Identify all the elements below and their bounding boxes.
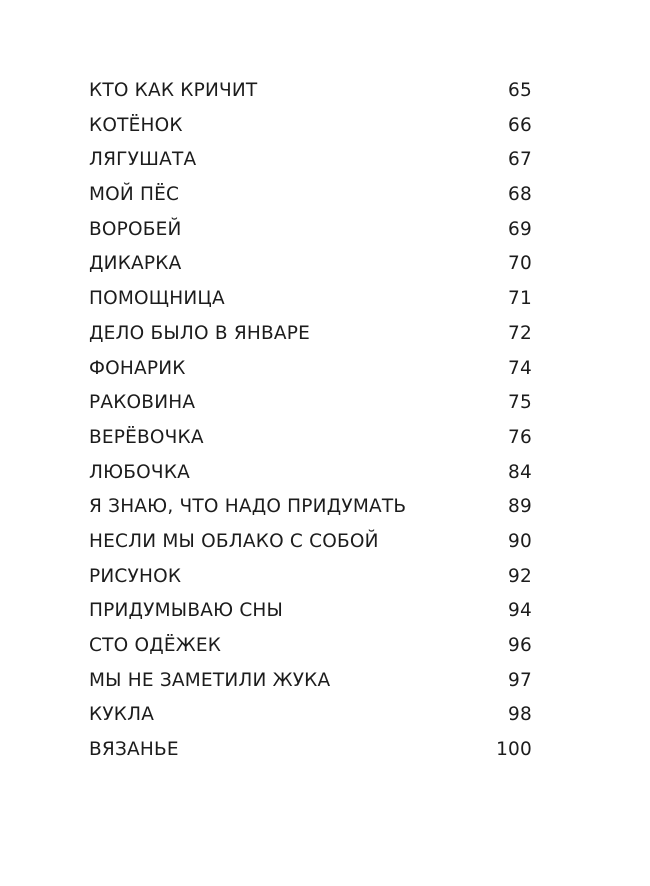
toc-entry-title: ВЯЗАНЬЕ [89,739,179,761]
toc-entry-title: ПРИДУМЫВАЮ СНЫ [89,600,284,622]
toc-entry-title: КУКЛА [89,704,155,726]
dot-leader [289,615,505,616]
dot-leader [192,373,505,374]
toc-entry-title: РИСУНОК [89,565,182,587]
toc-entry-page: 65 [508,80,532,101]
toc-entry[interactable] [89,323,532,358]
toc-entry[interactable] [89,392,532,427]
toc-entry[interactable] [89,704,532,739]
table-of-contents [89,80,532,774]
toc-entry-page: 97 [508,669,532,691]
toc-entry-title: Я ЗНАЮ, ЧТО НАДО ПРИДУМАТЬ [89,496,407,518]
dot-leader [160,719,505,720]
toc-entry-page: 76 [508,426,532,448]
toc-entry[interactable] [89,635,532,670]
dot-leader [385,546,505,547]
dot-leader [316,338,505,339]
toc-entry-page: 69 [508,218,532,240]
toc-entry-page: 92 [508,565,532,587]
toc-entry-title: ЛЯГУШАТА [89,149,197,171]
toc-entry-page: 68 [508,184,532,206]
dot-leader [201,407,505,408]
toc-entry[interactable] [89,184,532,219]
toc-entry-title: ДИКАРКА [89,253,182,275]
dot-leader [227,650,505,651]
toc-entry-title: ФОНАРИК [89,357,186,379]
toc-entry-title: ПОМОЩНИЦА [89,288,225,310]
toc-entry-page: 84 [508,461,532,483]
toc-entry-page: 94 [508,600,532,622]
toc-entry-title: НЕСЛИ МЫ ОБЛАКО С СОБОЙ [89,530,379,552]
toc-entry-page: 70 [508,253,532,275]
toc-entry[interactable] [89,149,532,184]
dot-leader [187,581,505,582]
toc-entry[interactable] [89,739,532,774]
toc-entry[interactable] [89,80,532,115]
toc-entry[interactable] [89,600,532,635]
toc-entry-page: 71 [508,288,532,310]
toc-entry-title: ДЕЛО БЫЛО В ЯНВАРЕ [89,322,310,344]
toc-entry-page: 100 [496,739,532,761]
toc-entry-title: КТО КАК КРИЧИТ [89,80,258,101]
toc-entry-page: 89 [508,496,532,518]
toc-entry-title: МОЙ ПЁС [89,184,180,206]
toc-entry-page: 75 [508,392,532,414]
toc-entry-title: КОТЁНОК [89,114,183,136]
dot-leader [196,477,505,478]
dot-leader [188,234,505,235]
toc-entry-page: 72 [508,322,532,344]
toc-entry[interactable] [89,253,532,288]
dot-leader [185,754,493,755]
toc-entry-title: МЫ НЕ ЗАМЕТИЛИ ЖУКА [89,669,331,691]
toc-entry[interactable] [89,115,532,150]
toc-entry-page: 96 [508,635,532,656]
toc-entry-page: 67 [508,149,532,171]
dot-leader [210,442,505,443]
dot-leader [189,130,505,131]
toc-entry-title: РАКОВИНА [89,392,196,414]
toc-entry-title: ВОРОБЕЙ [89,218,182,240]
toc-entry-page: 66 [508,114,532,136]
dot-leader [263,95,505,96]
dot-leader [231,303,505,304]
toc-entry[interactable] [89,462,532,497]
toc-entry[interactable] [89,219,532,254]
dot-leader [412,511,505,512]
toc-entry[interactable] [89,566,532,601]
toc-entry-title: ЛЮБОЧКА [89,461,191,483]
toc-entry[interactable] [89,496,532,531]
toc-entry[interactable] [89,670,532,705]
toc-entry-page: 98 [508,704,532,726]
dot-leader [336,685,505,686]
toc-entry-title: СТО ОДЁЖЕК [89,635,222,656]
toc-entry-page: 90 [508,530,532,552]
dot-leader [202,164,505,165]
dot-leader [187,268,505,269]
toc-entry[interactable] [89,358,532,393]
toc-entry[interactable] [89,427,532,462]
dot-leader [185,199,505,200]
toc-entry-page: 74 [508,357,532,379]
toc-entry-title: ВЕРЁВОЧКА [89,426,204,448]
toc-entry[interactable] [89,288,532,323]
toc-entry[interactable] [89,531,532,566]
